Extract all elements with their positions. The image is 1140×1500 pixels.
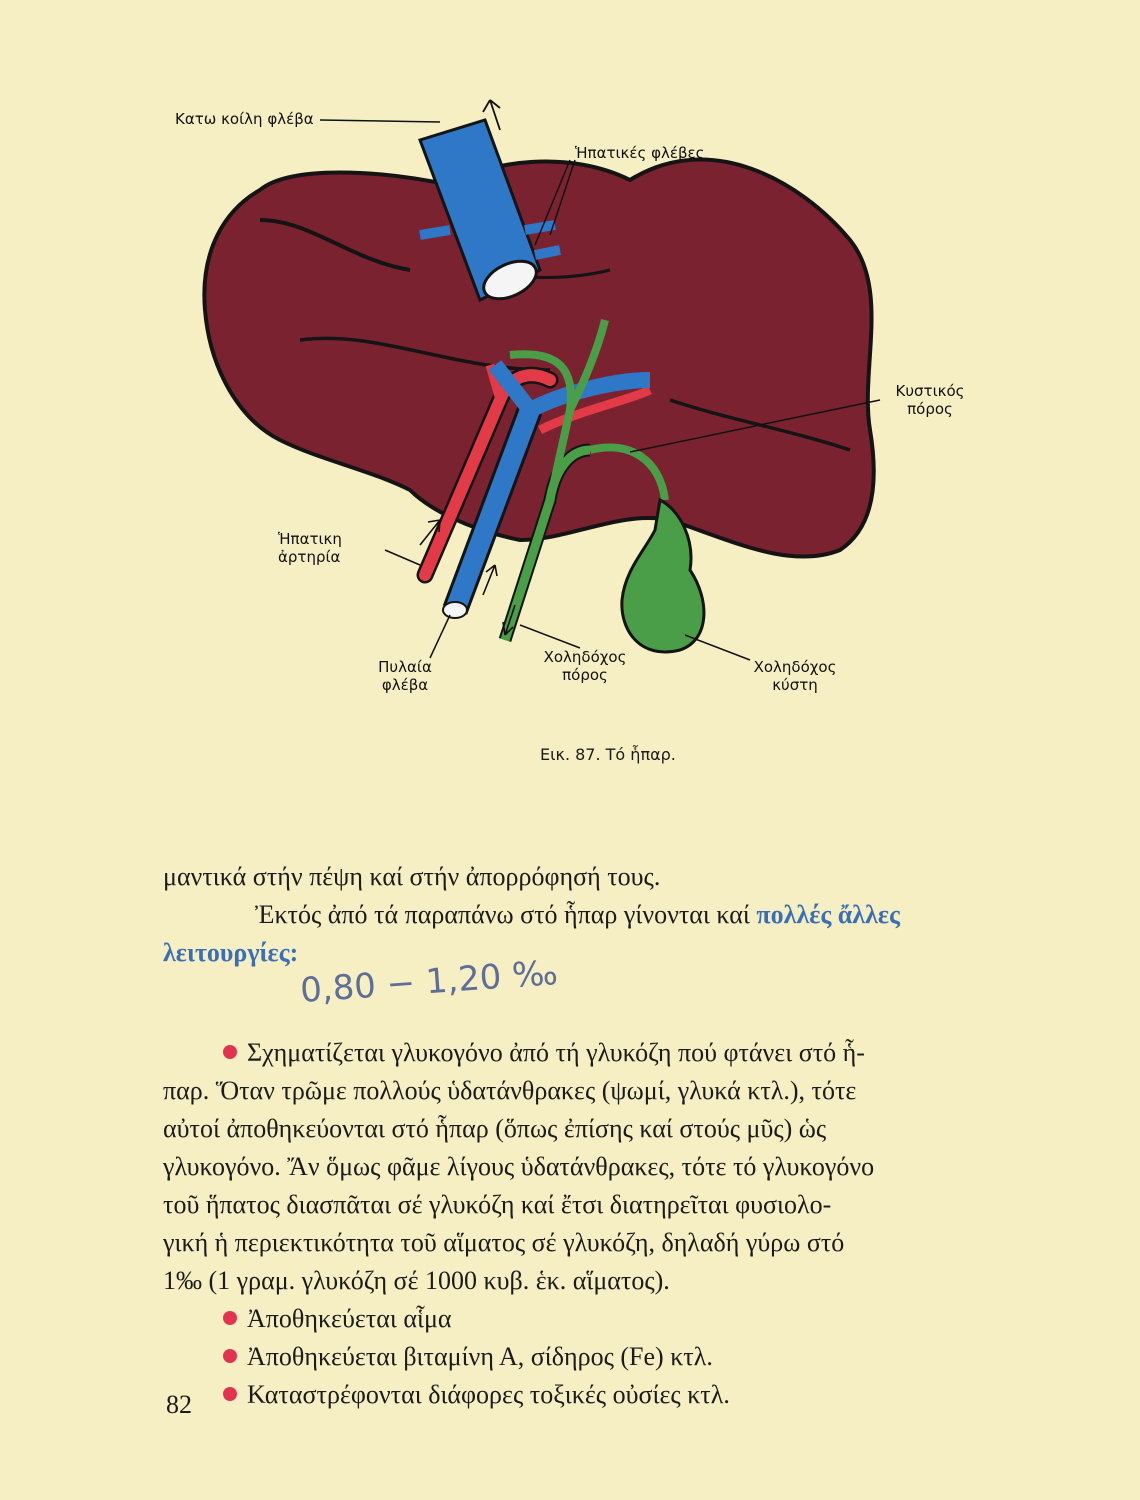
bullet-dot-1 <box>223 1045 237 1059</box>
bullet-vitamin-text: Ἀποθηκεύεται βιταμίνη Α, σίδηρος (Fe) κτλ. <box>247 1342 713 1371</box>
figure-caption: Εικ. 87. Τό ἧπαρ. <box>540 745 676 764</box>
label-gallbladder-line2: κύστη <box>772 676 818 694</box>
hepatic-vein-stub-1 <box>420 230 450 235</box>
label-bile-duct <box>530 648 640 684</box>
label-portal-vein-line1: Πυλαία <box>378 658 432 676</box>
hepatic-vein-stub-3 <box>535 250 560 255</box>
bullet-blood-text: Ἀποθηκεύεται αἷμα <box>247 1304 452 1333</box>
label-hepatic-artery <box>278 530 342 566</box>
leader-bile-duct <box>520 625 580 648</box>
text-line-1: μαντικά στήν πέψη καί στήν ἀπορρόφησή τους. <box>163 862 661 891</box>
handwritten-values: 0,80 − 1,20 ‰ <box>298 953 560 1011</box>
bullet-vitamin <box>163 1338 1013 1376</box>
text-highlight-2: λειτουργίες: <box>163 938 299 967</box>
bullet-glycogen-line5: τοῦ ἥπατος διασπᾶται σέ γλυκόζη καί ἔτσι διατηρεῖται φυσιολο- <box>163 1190 832 1219</box>
bullet-glycogen-line3: αὐτοί ἀποθηκεύονται στό ἧπαρ (ὅπως ἐπίσης καί στούς μῦς) ὡς <box>163 1114 827 1143</box>
liver-figure <box>150 70 1020 800</box>
text-line-2 <box>163 896 1013 934</box>
text-line-2-start: Ἐκτός ἀπό τά παραπάνω στό ἧπαρ γίνονται καί <box>255 900 750 929</box>
label-hepatic-artery-line2: ἀρτηρία <box>278 548 341 566</box>
label-gallbladder-line1: Χοληδόχος <box>753 658 837 676</box>
bullet-glycogen-line4: γλυκογόνο. Ἄν ὅμως φᾶμε λίγους ὑδατάνθρακες, τότε τό γλυκογόνο <box>163 1152 875 1181</box>
bullet-toxins-text: Καταστρέφονται διάφορες τοξικές οὐσίες κτλ. <box>247 1380 730 1409</box>
bullet-glycogen-text1: Σχηματίζεται γλυκογόνο ἀπό τή γλυκόζη πού φτάνει στό ἧ- <box>247 1038 865 1067</box>
bullet-glycogen-line2: παρ. Ὅταν τρῶμε πολλούς ὑδατάνθρακες (ψωμί, γλυκά κτλ.), τότε <box>163 1076 857 1105</box>
label-cystic-duct <box>875 382 985 418</box>
leader-vena-cava <box>320 120 440 122</box>
arrow-portal <box>483 565 497 595</box>
text-highlight-1: πολλές ἄλλες <box>756 900 900 929</box>
page-number: 82 <box>166 1390 192 1419</box>
handwritten-note <box>130 940 630 1030</box>
bullet-dot-2 <box>223 1311 237 1325</box>
label-cystic-duct-line2: πόρος <box>907 400 953 418</box>
leader-gallbladder <box>685 635 750 660</box>
bullet-blood <box>163 1300 1013 1338</box>
bullet-glycogen-line1 <box>163 1034 1013 1072</box>
label-bile-duct-line2: πόρος <box>562 666 608 684</box>
bullet-toxins <box>163 1376 1013 1414</box>
portal-vein-opening <box>443 602 467 618</box>
leader-portal-vein <box>430 615 450 658</box>
label-gallbladder <box>740 658 850 694</box>
liver-diagram <box>150 70 1020 800</box>
bullet-dot-3 <box>223 1349 237 1363</box>
label-hepatic-veins: Ἡπατικές φλέβες <box>575 144 705 162</box>
bullet-glycogen-line7: 1‰ (1 γραμ. γλυκόζη σέ 1000 κυβ. ἑκ. αἵματος). <box>163 1266 670 1295</box>
label-bile-duct-line1: Χοληδόχος <box>543 648 627 666</box>
label-portal-vein <box>350 658 460 694</box>
bullet-glycogen-line6: γική ἡ περιεκτικότητα τοῦ αἵματος σέ γλυκόζη, δηλαδή γύρω στό <box>163 1228 845 1257</box>
bullet-dot-4 <box>223 1387 237 1401</box>
label-portal-vein-line2: φλέβα <box>381 676 429 694</box>
label-hepatic-artery-line1: Ἡπατικη <box>278 530 342 548</box>
label-vena-cava: Κατω κοίλη φλέβα <box>175 110 314 128</box>
bullet-glycogen <box>163 1034 1013 1300</box>
label-cystic-duct-line1: Κυστικός <box>895 382 965 400</box>
hepatic-vein-stub-2 <box>525 225 555 230</box>
leader-hepatic-artery <box>385 550 420 565</box>
